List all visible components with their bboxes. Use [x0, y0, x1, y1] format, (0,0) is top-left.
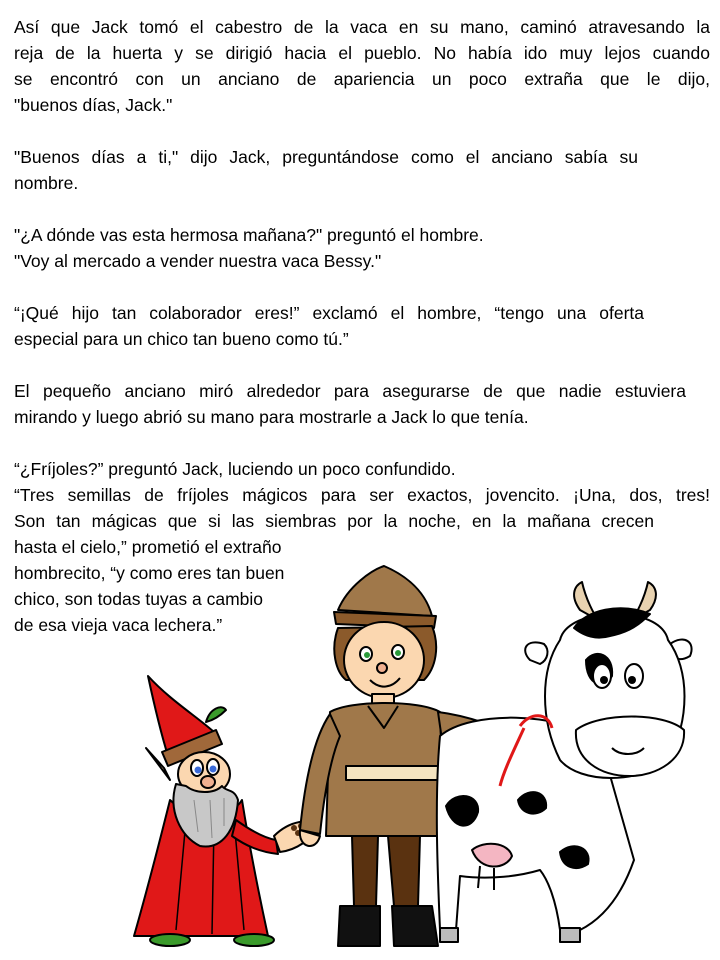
text-line: hasta el cielo,” prometió el extraño [14, 537, 282, 557]
text-line: nombre. [14, 173, 79, 193]
paragraph-1 [14, 14, 710, 118]
text-line: "¿A dónde vas esta hermosa mañana?" preguntó el hombre. [14, 225, 484, 245]
text-line: Son tan mágicas que si las siembras por la noche, en la mañana crecen [14, 511, 654, 531]
paragraph-3 [14, 222, 710, 274]
text-line: hombrecito, “y como eres tan buen [14, 563, 285, 583]
text-line: "buenos días, Jack." [14, 95, 173, 115]
cow-figure [437, 582, 692, 942]
text-line: "Buenos días a ti," dijo Jack, preguntándose como el anciano sabía su [14, 147, 638, 167]
paragraph-2 [14, 144, 710, 196]
text-line: reja de la huerta y se dirigió hacia el pueblo. No había ido muy lejos cuando [14, 43, 710, 63]
text-line: “¡Qué hijo tan colaborador eres!” exclamó el hombre, “tengo una oferta [14, 303, 644, 323]
text-line: de esa vieja vaca lechera.” [14, 615, 223, 635]
story-illustration [0, 560, 720, 960]
text-line: especial para un chico tan bueno como tú.” [14, 329, 349, 349]
wizard-figure [134, 676, 316, 946]
text-line: “¿Fríjoles?” preguntó Jack, luciendo un poco confundido. [14, 459, 456, 479]
text-line: mirando y luego abrió su mano para mostrarle a Jack lo que tenía. [14, 407, 529, 427]
text-line: Así que Jack tomó el cabestro de la vaca en su mano, caminó atravesando la [14, 17, 710, 37]
text-line: El pequeño anciano miró alrededor para asegurarse de que nadie estuviera [14, 381, 686, 401]
text-line: chico, son todas tuyas a cambio [14, 589, 264, 609]
text-line: "Voy al mercado a vender nuestra vaca Bessy." [14, 251, 382, 271]
paragraph-5 [14, 378, 710, 430]
paragraph-4 [14, 300, 710, 352]
text-line: se encontró con un anciano de apariencia un poco extraña que le dijo, [14, 69, 710, 89]
text-line: “Tres semillas de fríjoles mágicos para ser exactos, jovencito. ¡Una, dos, tres! [14, 485, 710, 505]
